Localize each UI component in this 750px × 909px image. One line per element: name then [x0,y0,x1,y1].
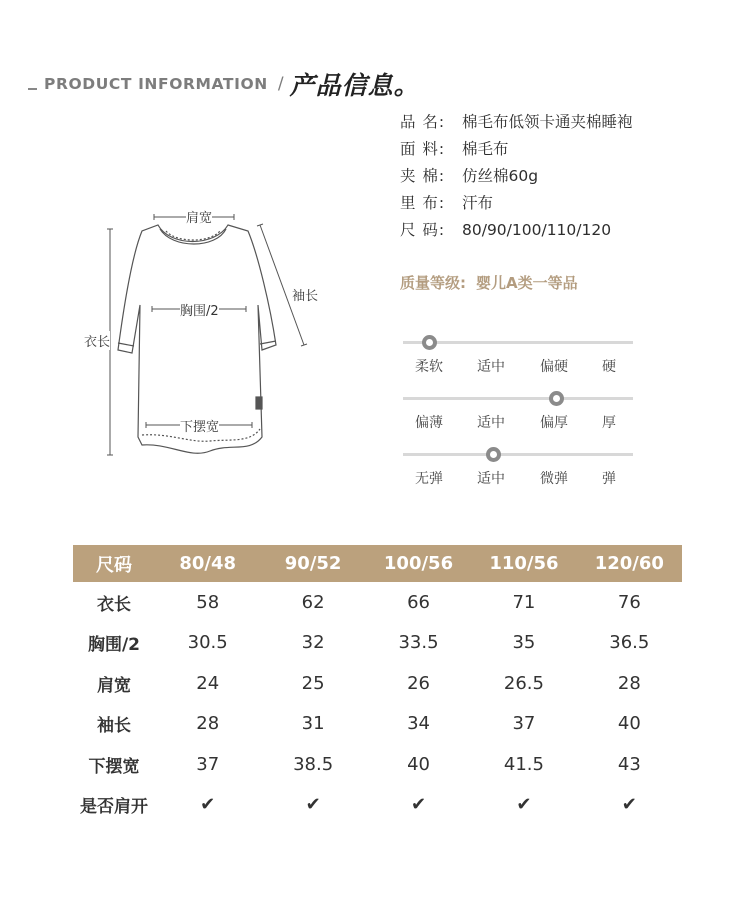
info-value: 汗布 [462,194,494,212]
check-icon: ✔ [516,794,532,816]
table-header-cell: 90/52 [284,553,342,574]
scale-label: 柔软 [415,359,443,375]
scale-label: 偏硬 [540,359,568,375]
chest-half-label: 胸围/2 [180,300,219,319]
table-cell: 28 [617,672,641,694]
table-cell: 30.5 [187,632,228,654]
info-value: 仿丝棉60g [462,167,539,185]
table-row [73,582,682,623]
table-cell: 26 [407,672,430,694]
table-cell: 28 [196,713,220,735]
row-label: 袖长 [97,716,131,737]
info-key: 夹 棉: [400,167,446,185]
scale-indicator [549,391,564,406]
table-cell: 40 [617,713,641,735]
scale-indicator [422,335,437,350]
info-row-name [400,109,633,136]
thickness-scale [403,386,633,431]
table-row [73,704,682,745]
info-key: 尺 码: [400,221,446,239]
info-row-fabric [400,136,633,163]
table-header-cell: 尺码 [96,554,132,576]
info-row-lining [400,190,633,217]
table-row [73,785,682,826]
check-icon: ✔ [621,794,637,816]
table-cell: 26.5 [503,672,544,694]
scale-label: 硬 [602,359,616,375]
table-cell: 35 [512,632,536,654]
row-label: 下摆宽 [88,756,140,777]
quality-value: 婴儿A类一等品 [476,274,578,292]
scale-label: 适中 [477,359,505,375]
check-icon: ✔ [410,794,427,816]
info-key: 里 布: [400,194,446,212]
info-row-sizes [400,217,633,244]
info-value: 棉毛布 [462,140,509,158]
table-header-cell: 100/56 [383,553,454,574]
sleeve-length-label: 袖长 [292,285,318,304]
row-label: 衣长 [97,594,131,615]
table-cell: 33.5 [398,632,439,654]
check-icon: ✔ [305,794,321,816]
scale-label: 弹 [602,471,616,487]
table-cell: 36.5 [609,632,650,654]
table-header-row [73,545,682,582]
table-cell: 24 [196,672,220,694]
scale-label: 无弹 [415,471,443,487]
scale-indicator [486,447,501,462]
table-cell: 43 [617,753,641,775]
scale-label: 适中 [477,471,505,487]
product-info-list [400,109,633,244]
table-cell: 31 [301,713,325,735]
table-cell: 32 [301,632,325,654]
table-row [73,663,682,704]
info-value: 棉毛布低领卡通夹棉睡袍 [462,113,633,131]
section-header [28,66,420,102]
header-slash: / [277,74,284,94]
table-cell: 25 [301,672,325,694]
table-row [73,623,682,664]
scale-track [403,397,633,400]
table-cell: 66 [407,591,430,613]
header-dash [28,88,37,90]
scale-label: 偏厚 [540,415,568,431]
table-cell: 58 [196,591,220,613]
scale-label: 微弹 [540,471,568,487]
quality-key: 质量等级: [400,274,466,292]
table-cell: 37 [196,753,220,775]
table-cell: 71 [512,591,536,613]
info-key: 面 料: [400,140,446,158]
table-header-cell: 120/60 [594,553,664,574]
scale-label: 适中 [477,415,505,431]
scale-label: 厚 [602,415,616,431]
hem-width-label: 下摆宽 [180,416,219,435]
size-table [73,545,682,825]
table-cell: 34 [407,713,430,735]
info-row-padding [400,163,633,190]
shoulder-width-label: 肩宽 [186,207,212,226]
table-cell: 40 [407,753,430,775]
row-label: 胸围/2 [87,635,141,656]
scale-track [403,341,633,344]
check-icon: ✔ [200,794,216,816]
table-row [73,744,682,785]
table-cell: 41.5 [503,753,544,775]
softness-scale [403,330,633,375]
table-cell: 62 [301,591,325,613]
row-label: 肩宽 [97,675,131,696]
header-chinese-title: 产品信息。 [289,71,420,100]
garment-diagram [80,205,340,465]
header-english-title: PRODUCT INFORMATION [44,75,268,93]
quality-grade [400,272,578,293]
elasticity-scale [403,442,633,487]
table-cell: 37 [512,713,536,735]
info-value: 80/90/100/110/120 [462,221,612,239]
info-key: 品 名: [400,113,446,131]
row-label: 是否肩开 [80,797,148,818]
body-length-label: 衣长 [84,331,110,350]
scale-track [403,453,633,456]
table-header-cell: 110/56 [489,553,559,574]
table-cell: 76 [617,591,641,613]
table-header-cell: 80/48 [179,553,237,574]
table-cell: 38.5 [293,753,334,775]
scale-label: 偏薄 [415,415,443,431]
